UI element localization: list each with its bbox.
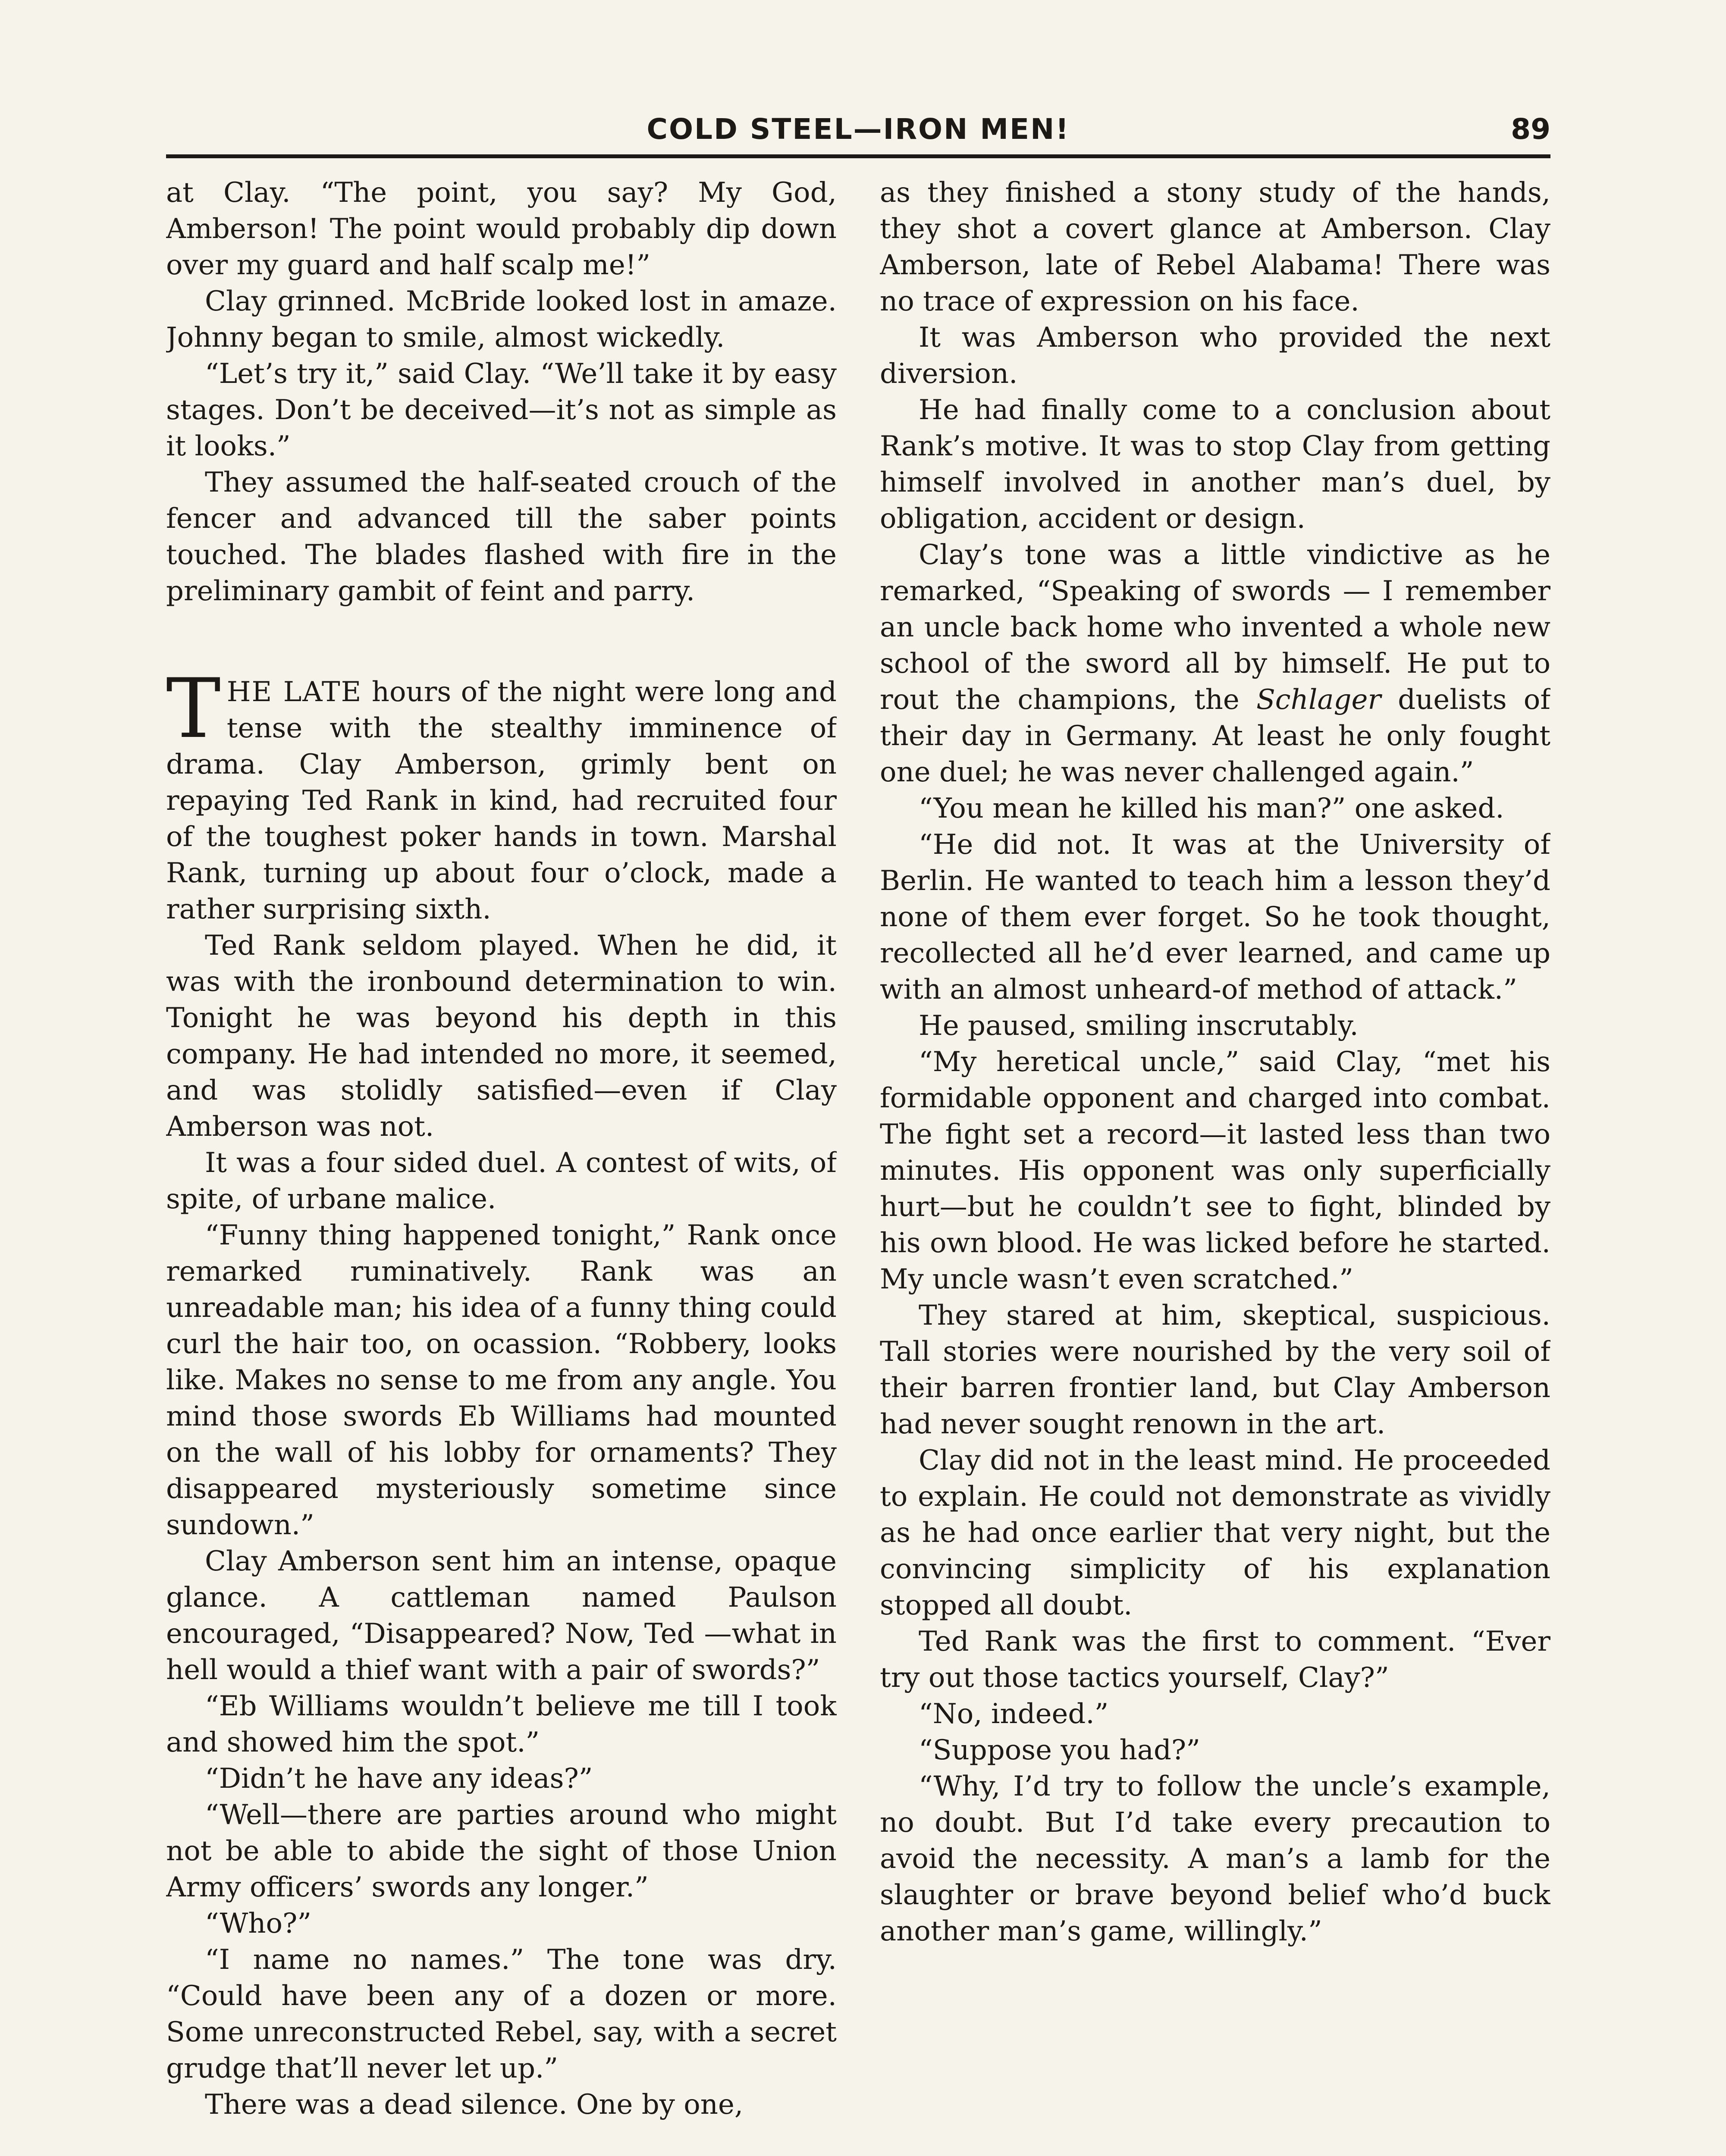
paragraph: They assumed the half-seated crouch of the fencer and advanced till the saber points touched. The blades flashed with fire in the preliminary gambit of feint and parry. [166, 467, 837, 607]
paragraph: “I name no names.” The tone was dry. “Could have been any of a dozen or more. Some unreconstructed Rebel, say, with a secret grudge that’ll never let up.” [166, 1944, 837, 2084]
paragraph: It was Amberson who provided the next diversion. [880, 322, 1550, 390]
paragraph: “Who?” [205, 1908, 312, 1940]
paragraph: There was a dead silence. One by one, [205, 2089, 744, 2121]
paragraph: “Funny thing happened tonight,” Rank once remarked ruminatively. Rank was an unreadable man; his idea of a funny thing could curl the hair too, on ocassion. “Robbery, looks like. Makes no sense to me from any angle. You mind those swords Eb Williams had mounted on the wall of his lobby for ornaments? They disappeared mysteriously sometime since sundown.” [166, 1219, 837, 1541]
paragraph [880, 537, 1550, 790]
paragraph: “My heretical uncle,” said Clay, “met his formidable opponent and charged into combat. The fight set a record—it lasted less than two minutes. His opponent was only superficially hurt—but he couldn’t see to fight, blinded by his own blood. He was licked before he started. My uncle wasn’t even scratched.” [880, 1046, 1550, 1295]
paragraph: Clay did not in the least mind. He proceeded to explain. He could not demonstrate as vividly as he had once earlier that very night, but the convincing simplicity of his explanation stopped all doubt. [880, 1445, 1550, 1621]
paragraph: Ted Rank seldom played. When he did, it was with the ironbound determination to win. Tonight he was beyond his depth in this company. He had intended no more, it seemed, and was stolidly satisfied—even if Clay Amberson was not. [166, 930, 837, 1143]
paragraph: as they finished a stony study of the hands, they shot a covert glance at Amberson. Clay Amberson, late of Rebel Alabama! There was no trace of expression on his face. [880, 177, 1550, 317]
paragraph: It was a four sided duel. A contest of wits, of spite, of urbane malice. [166, 1147, 837, 1215]
paragraph-text: duelists of their day in Germany. At least he only fought one duel; he was never challenged again.” [880, 684, 1550, 788]
paragraph: “Why, I’d try to follow the uncle’s example, no doubt. But I’d take every precaution to avoid the necessity. A man’s a lamb for the slaughter or brave beyond belief who’d buck another man’s game, willingly.” [880, 1771, 1550, 1947]
paragraph: “Suppose you had?” [919, 1734, 1200, 1766]
paragraph: “You mean he killed his man?” one asked. [919, 793, 1504, 824]
section-opening-paragraph [166, 661, 837, 928]
paragraph: He paused, smiling inscrutably. [919, 1010, 1359, 1042]
paragraph: “Well—there are parties around who might not be able to abide the sight of those Union Army officers’ swords any longer.” [166, 1799, 837, 1903]
paragraph-text: hours of the night were long and tense with the stealthy imminence of drama. Clay Amberson, grimly bent on repaying Ted Rank in kind, had recruited four of the toughest poker hands in town. Marshal Rank, turning up about four o’clock, made a rather surprising sixth. [166, 676, 837, 925]
header-rule [166, 154, 1550, 158]
paragraph-text: Clay’s tone was a little vindictive as he remarked, “Speaking of swords — I remember an uncle back home who invented a whole new school of the sword all by himself. He put to rout the champions, the [880, 539, 1550, 716]
paragraph: They stared at him, skeptical, suspicious. Tall stories were nourished by the very soil of their barren frontier land, but Clay Amberson had never sought renown in the art. [880, 1300, 1550, 1440]
small-caps-lead: HE LATE [226, 676, 362, 708]
paragraph: at Clay. “The point, you say? My God, Amberson! The point would probably dip down over my guard and half scalp me!” [166, 177, 837, 281]
left-column [166, 175, 837, 2156]
running-head [166, 108, 1550, 155]
right-column [880, 175, 1550, 2156]
paragraph: He had finally come to a conclusion about Rank’s motive. It was to stop Clay from getting himself involved in another man’s duel, by obligation, accident or design. [880, 394, 1550, 535]
page-number: 89 [1511, 113, 1550, 146]
paragraph: Ted Rank was the first to comment. “Ever try out those tactics yourself, Clay?” [880, 1626, 1550, 1694]
paragraph: “Eb Williams wouldn’t believe me till I took and showed him the spot.” [166, 1690, 837, 1758]
paragraph: “He did not. It was at the University of Berlin. He wanted to teach him a lesson they’d none of them ever forget. So he took thought, recollected all he’d ever learned, and came up with an almost unheard-of method of attack.” [880, 829, 1550, 1006]
paragraph: “Let’s try it,” said Clay. “We’ll take it by easy stages. Don’t be deceived—it’s not as simple as it looks.” [166, 358, 837, 462]
story-title: COLD STEEL—IRON MEN! [646, 113, 1070, 146]
paragraph: “Didn’t he have any ideas?” [205, 1763, 593, 1795]
drop-cap: T [166, 661, 221, 756]
paragraph: Clay Amberson sent him an intense, opaque glance. A cattleman named Paulson encouraged, “Disappeared? Now, Ted —what in hell would a thief want with a pair of swords?” [166, 1545, 837, 1686]
paragraph: Clay grinned. McBride looked lost in amaze. Johnny began to smile, almost wickedly. [166, 285, 837, 354]
italic-term: Schlager [1256, 684, 1381, 716]
paragraph: “No, indeed.” [919, 1698, 1109, 1730]
